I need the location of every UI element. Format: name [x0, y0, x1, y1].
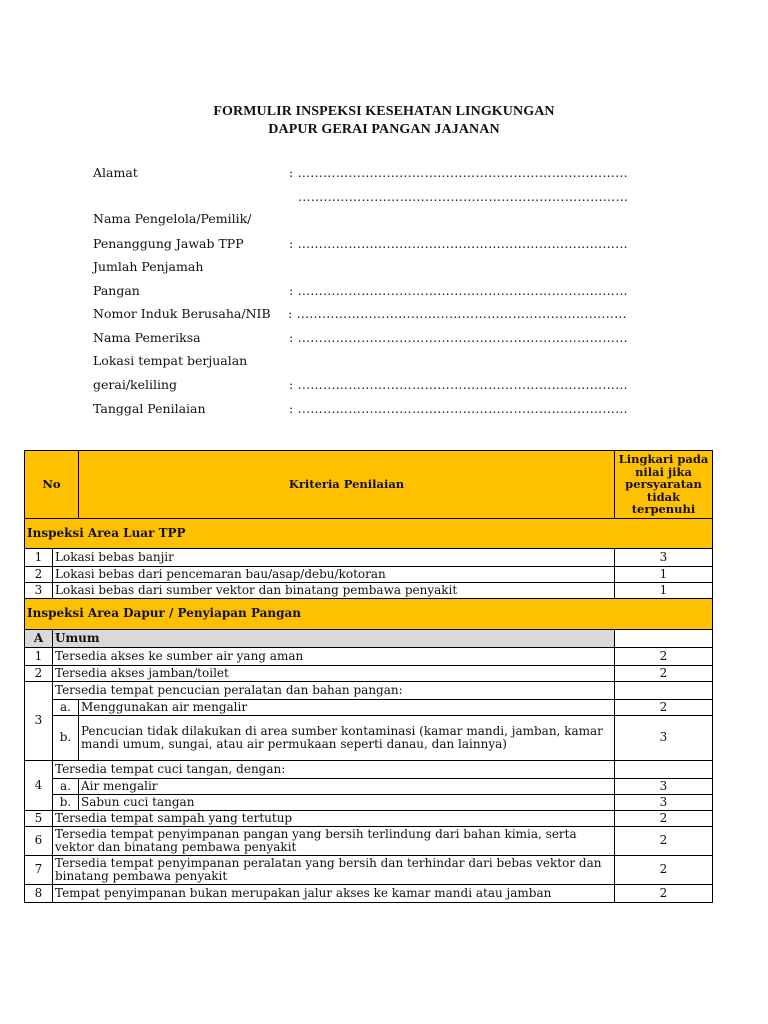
field-label-lokasi-2: gerai/keliling — [93, 377, 178, 392]
row-text: Tersedia tempat penyimpanan peralatan yang bersih dan terhindar dari bebas vektor dan binatang pembawa penyakit — [53, 855, 615, 884]
subrow-text: Menggunakan air mengalir — [79, 699, 615, 715]
table-subrow — [25, 699, 713, 715]
row-score[interactable]: 1 — [615, 582, 713, 598]
header-no: No — [25, 451, 79, 519]
form-title-line1: FORMULIR INSPEKSI KESEHATAN LINGKUNGAN — [213, 104, 555, 119]
table-subrow — [25, 715, 713, 760]
field-dots-penjamah: : …………………………………………………………………… — [289, 283, 628, 298]
row-text: Tempat penyimpanan bukan merupakan jalur akses ke kamar mandi atau jamban — [53, 884, 615, 902]
section2-title: Inspeksi Area Dapur / Penyiapan Pangan — [25, 598, 713, 629]
field-dots-alamat: : …………………………………………………………………… — [289, 165, 628, 180]
row-score[interactable]: 2 — [615, 647, 713, 665]
subrow-text: Sabun cuci tangan — [79, 794, 615, 810]
row-score[interactable]: 1 — [615, 566, 713, 582]
row-text: Lokasi bebas dari pencemaran bau/asap/debu/kotoran — [53, 566, 615, 582]
section1-title: Inspeksi Area Luar TPP — [25, 518, 713, 548]
table-row — [25, 884, 713, 902]
row-no: 5 — [25, 810, 53, 826]
table-row — [25, 582, 713, 598]
field-dots-alamat-2: …………………………………………………………………… — [298, 189, 629, 204]
row-text: Tersedia tempat sampah yang tertutup — [53, 810, 615, 826]
row-text: Lokasi bebas banjir — [53, 548, 615, 566]
row-score-empty — [615, 681, 713, 699]
table-row — [25, 855, 713, 884]
table-row — [25, 760, 713, 778]
table-subrow — [25, 778, 713, 794]
subrow-text: Air mengalir — [79, 778, 615, 794]
table-subrow — [25, 794, 713, 810]
row-text: Tersedia akses ke sumber air yang aman — [53, 647, 615, 665]
criteria-table — [24, 450, 713, 903]
subsection-title: Umum — [53, 629, 615, 647]
row-score[interactable]: 2 — [615, 810, 713, 826]
field-dots-pengelola: : …………………………………………………………………… — [289, 236, 628, 251]
row-text: Lokasi bebas dari sumber vektor dan binatang pembawa penyakit — [53, 582, 615, 598]
header-nilai: Lingkari pada nilai jika persyaratan tidak terpenuhi — [615, 451, 713, 519]
row-score[interactable]: 3 — [615, 548, 713, 566]
row-score[interactable]: 3 — [615, 778, 713, 794]
subrow-label: b. — [53, 715, 79, 760]
field-label-pengelola-1: Nama Pengelola/Pemilik/ — [93, 211, 252, 226]
row-score[interactable]: 2 — [615, 826, 713, 855]
header-kriteria: Kriteria Penilaian — [79, 451, 615, 519]
row-score[interactable]: 2 — [615, 855, 713, 884]
row-no: 8 — [25, 884, 53, 902]
field-dots-lokasi: : …………………………………………………………………… — [289, 377, 628, 392]
field-label-pemeriksa: Nama Pemeriksa — [93, 330, 201, 345]
row-score[interactable]: 3 — [615, 715, 713, 760]
field-dots-pemeriksa: : …………………………………………………………………… — [289, 330, 628, 345]
field-dots-tanggal: : …………………………………………………………………… — [289, 401, 628, 416]
subrow-text: Pencucian tidak dilakukan di area sumber kontaminasi (kamar mandi, jamban, kamar mandi umum, sungai, atau air permukaan seperti danau, dan lainnya) — [79, 715, 615, 760]
field-label-lokasi-1: Lokasi tempat berjualan — [93, 353, 248, 368]
table-header-row — [25, 451, 713, 519]
row-no: 3 — [25, 582, 53, 598]
row-score[interactable]: 2 — [615, 884, 713, 902]
row-no: 2 — [25, 566, 53, 582]
subrow-label: b. — [53, 794, 79, 810]
table-row — [25, 810, 713, 826]
field-label-penjamah-1: Jumlah Penjamah — [93, 259, 204, 274]
row-no: 6 — [25, 826, 53, 855]
row-no: 3 — [25, 681, 53, 760]
table-row — [25, 566, 713, 582]
row-no: 2 — [25, 665, 53, 681]
field-label-penjamah-2: Pangan — [93, 283, 140, 298]
field-dots-nib: : …………………………………………………………………… — [288, 306, 627, 321]
table-row — [25, 647, 713, 665]
table-row — [25, 826, 713, 855]
section-header — [25, 598, 713, 629]
subrow-label: a. — [53, 699, 79, 715]
subrow-label: a. — [53, 778, 79, 794]
field-label-alamat: Alamat — [93, 165, 138, 180]
subsection-letter: A — [25, 629, 53, 647]
row-no: 1 — [25, 548, 53, 566]
field-label-pengelola-2: Penanggung Jawab TPP — [93, 236, 244, 251]
row-text: Tersedia tempat cuci tangan, dengan: — [53, 760, 615, 778]
table-row — [25, 681, 713, 699]
form-title-line2: DAPUR GERAI PANGAN JAJANAN — [268, 122, 500, 137]
subsection-row — [25, 629, 713, 647]
row-score[interactable]: 2 — [615, 699, 713, 715]
row-text: Tersedia tempat pencucian peralatan dan bahan pangan: — [53, 681, 615, 699]
table-row — [25, 665, 713, 681]
row-score[interactable]: 3 — [615, 794, 713, 810]
row-no: 4 — [25, 760, 53, 810]
row-text: Tersedia akses jamban/toilet — [53, 665, 615, 681]
section-header — [25, 518, 713, 548]
row-no: 7 — [25, 855, 53, 884]
row-score-empty — [615, 760, 713, 778]
subsection-empty — [615, 629, 713, 647]
row-score[interactable]: 2 — [615, 665, 713, 681]
row-text: Tersedia tempat penyimpanan pangan yang bersih terlindung dari bahan kimia, serta vektor dan binatang pembawa penyakit — [53, 826, 615, 855]
table-row — [25, 548, 713, 566]
field-label-nib: Nomor Induk Berusaha/NIB — [93, 306, 271, 321]
field-label-tanggal: Tanggal Penilaian — [93, 401, 206, 416]
row-no: 1 — [25, 647, 53, 665]
